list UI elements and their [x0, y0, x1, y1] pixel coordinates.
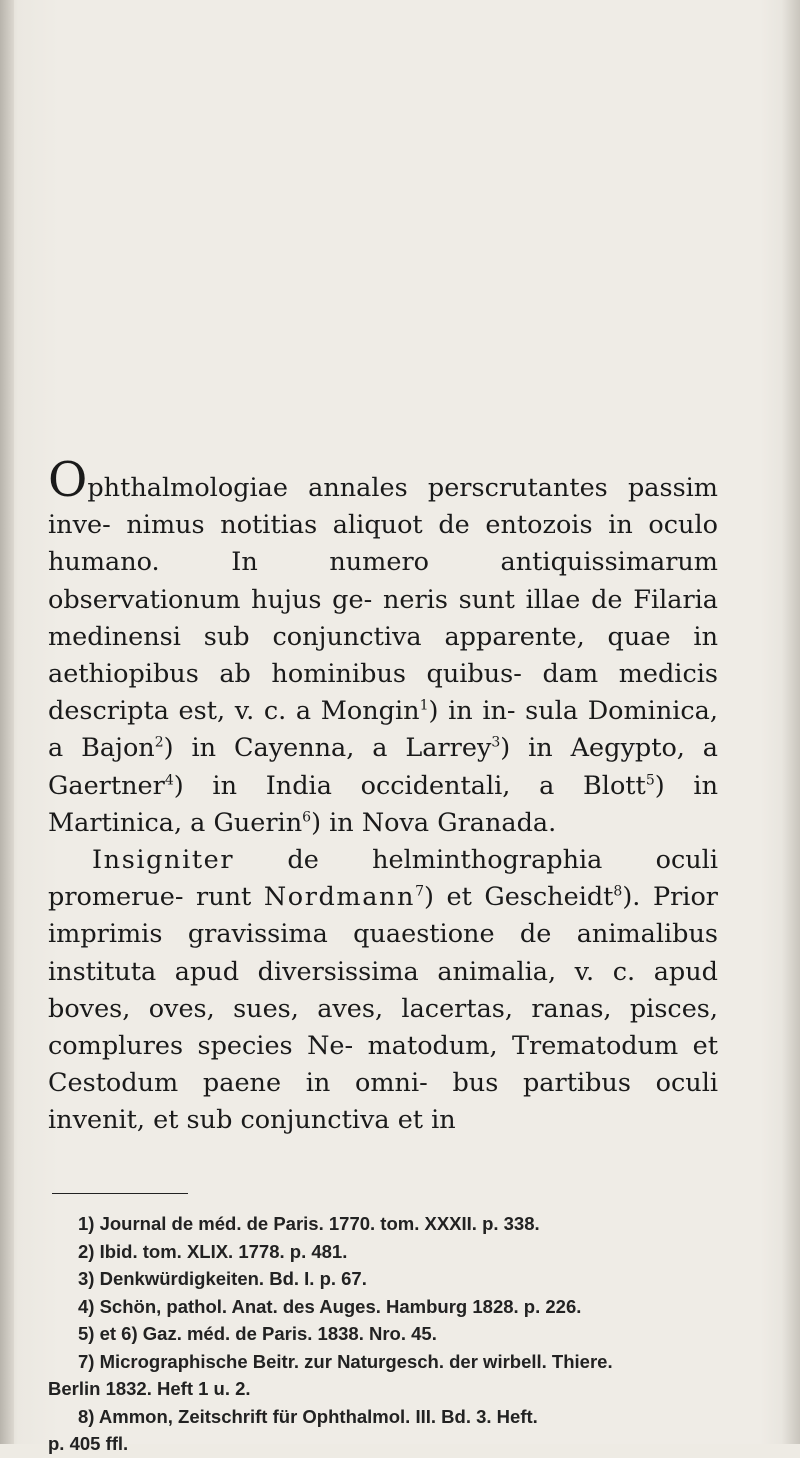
page-binding-right: [782, 0, 800, 1444]
footnote: 1) Journal de méd. de Paris. 1770. tom. XXXII. p. 338.: [78, 1213, 540, 1234]
text-line: ) in Nova Granada.: [311, 807, 557, 838]
text-line: apparente, quae in aethiopibus ab hominibus quibus-: [48, 621, 719, 690]
footnotes: [48, 1210, 718, 1458]
body-text: [48, 452, 719, 1140]
text-line: ): [654, 770, 665, 801]
spaced-word: Nordmann: [263, 882, 416, 913]
footnote-ref: 1: [419, 697, 429, 714]
text-line: ) et Gescheidt: [423, 882, 614, 913]
text-line: ) in in-: [428, 696, 516, 727]
footnote: 4) Schön, pathol. Anat. des Auges. Hamburg 1828. p. 226.: [78, 1295, 582, 1317]
text-line: neris sunt illae de Filaria medinensi sub conjunctiva: [48, 584, 718, 652]
footnote-ref: 4: [164, 772, 174, 789]
footnote-continuation: p. 405 ffl.: [48, 1433, 129, 1454]
text-line: bus partibus oculi invenit, et sub conjunctiva et in: [48, 1068, 718, 1136]
text-line: ) in Cayenna, a Larrey: [163, 733, 492, 764]
footnote: 7) Micrographische Beitr. zur Naturgesch. der wirbell. Thiere.: [78, 1350, 613, 1372]
footnote: 5) et 6) Gaz. méd. de Paris. 1838. Nro. 45.: [78, 1323, 437, 1344]
text-line: ) in: [500, 733, 553, 764]
footnote: 8) Ammon, Zeitschrift für Ophthalmol. III. Bd. 3. Heft.: [78, 1405, 538, 1427]
text-line: phthalmologiae annales perscrutantes passim inve-: [48, 473, 718, 541]
footnote-ref: 6: [302, 809, 312, 826]
text-line: matodum, Trematodum et Cestodum paene in omni-: [48, 1031, 719, 1099]
footnote-ref: 7: [415, 883, 424, 900]
drop-initial: O: [48, 452, 88, 508]
text-line: in Martinica, a Guerin: [48, 770, 719, 838]
footnote-continuation: Berlin 1832. Heft 1 u. 2.: [48, 1378, 251, 1399]
text-line: de helminthographia oculi promerue-: [48, 845, 718, 913]
footnote-ref: 8: [613, 883, 623, 900]
footnote-ref: 3: [491, 734, 501, 751]
text-line: diversissima animalia, v. c. apud boves, oves, sues,: [48, 956, 718, 1024]
footnote: 2) Ibid. tom. XLIX. 1778. p. 481.: [78, 1240, 348, 1262]
text-line: gravissima quaestione de animalibus instituta apud: [48, 919, 718, 987]
paragraph-1: [48, 452, 719, 842]
footnote: 3) Denkwürdigkeiten. Bd. I. p. 67.: [78, 1268, 367, 1289]
text-line: In numero antiquissimarum observationum hujus ge-: [48, 547, 718, 615]
text-line: aves, lacertas, ranas, pisces, complures species Ne-: [48, 993, 718, 1062]
text-line: nimus notitias aliquot de entozois in oculo humano.: [48, 510, 718, 578]
text-line: ) in India occidentali, a Blott: [173, 770, 646, 801]
text-line: dam medicis descripta est, v. c. a Mongin: [48, 659, 718, 727]
text-line: sula Dominica, a Bajon: [48, 696, 718, 764]
text-line: Aegypto, a Gaertner: [48, 733, 719, 801]
text-line: ). Prior imprimis: [48, 882, 718, 950]
paragraph-2: [48, 842, 718, 1140]
footnote-ref: 2: [154, 734, 164, 751]
footnote-separator: [52, 1193, 188, 1194]
page-binding-left: [0, 0, 14, 1444]
spaced-word: Insigniter: [92, 845, 235, 876]
footnote-ref: 5: [645, 772, 655, 789]
text-line: runt: [196, 882, 264, 913]
